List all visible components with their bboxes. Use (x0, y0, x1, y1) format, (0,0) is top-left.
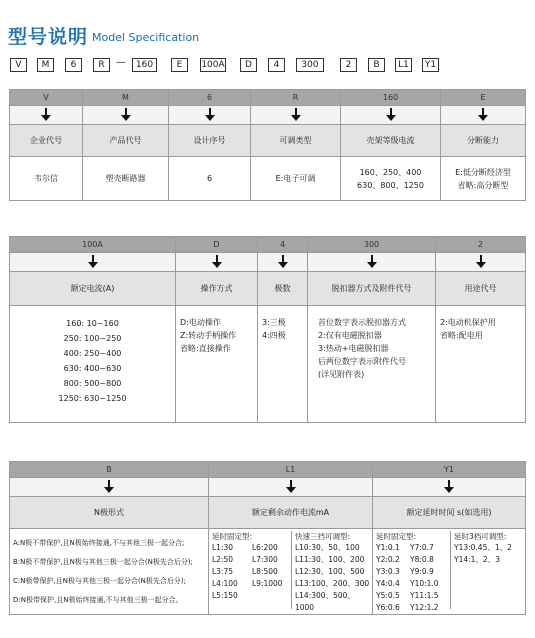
page-title: 型号说明 (8, 26, 89, 48)
arrow-cell (10, 106, 83, 125)
label-cell: 企业代号 (10, 125, 83, 157)
arrow-down-icon (286, 480, 296, 494)
spec-table-3 (9, 461, 526, 615)
header-cell: 100A (10, 237, 176, 253)
header-cell: 160 (341, 90, 441, 106)
arrow-down-icon (212, 255, 222, 269)
arrow-down-icon (478, 108, 488, 122)
label-cell: 额定电流(A) (10, 272, 176, 306)
label-cell: 设计序号 (169, 125, 251, 157)
header-cell: 2 (436, 237, 526, 253)
header-cell: M (83, 90, 169, 106)
arrow-cell (169, 106, 251, 125)
arrow-down-icon (291, 108, 301, 122)
header-cell: 6 (169, 90, 251, 106)
code-box: 160 (132, 58, 157, 72)
arrow-cell (209, 478, 373, 497)
y1-adjustable-title: 延时3档可调型: (454, 532, 507, 541)
value-cell: 3:三极 4:四极 (258, 306, 308, 423)
n-option: A:N极不带保护,且N极始终接通,不与其他三极一起分合; (13, 538, 185, 547)
code-box: R (93, 58, 110, 72)
l1-fixed-list: L1:30 L2:50 L3:75 L4:100 L5:150 (212, 543, 238, 600)
arrow-cell (176, 253, 258, 272)
arrow-cell (308, 253, 436, 272)
code-box: 300 (296, 58, 324, 72)
code-box: V (10, 58, 27, 72)
label-cell: 可调类型 (251, 125, 341, 157)
label-cell: 操作方式 (176, 272, 258, 306)
code-dash: — (116, 57, 126, 68)
value-cell: E:电子可调 (251, 157, 341, 201)
code-box: E (171, 58, 188, 72)
label-cell: 额定延时时间 s(如选用) (373, 497, 526, 529)
arrow-cell (258, 253, 308, 272)
value-cell: 6 (169, 157, 251, 201)
code-box: 4 (268, 58, 285, 72)
l1-fixed-title: 延时固定型: (212, 532, 253, 541)
code-box: L1 (395, 58, 412, 72)
label-cell: 极数 (258, 272, 308, 306)
y1-fixed-list: Y1:0.1 Y2:0.2 Y3:0.3 Y4:0.4 Y5:0.5 Y6:0.6 (376, 543, 400, 612)
n-options-cell (10, 529, 209, 615)
arrow-cell (251, 106, 341, 125)
spec-table-1 (9, 89, 526, 201)
header-cell: V (10, 90, 83, 106)
arrow-cell (441, 106, 526, 125)
arrow-cell (373, 478, 526, 497)
value-cell: E:低分断经济型 省略:高分断型 (441, 157, 526, 201)
label-cell: 壳架等级电流 (341, 125, 441, 157)
value-cell: 韦尔信 (10, 157, 83, 201)
code-box: B (368, 58, 385, 72)
y1-fixed-title: 延时固定型: (376, 532, 417, 541)
code-box: 6 (65, 58, 82, 72)
value-cell: D:电动操作 Z:转动手柄操作 省略:直接操作 (176, 306, 258, 423)
arrow-cell (10, 253, 176, 272)
header-cell: E (441, 90, 526, 106)
y1-options-cell (373, 529, 526, 615)
code-box: Y1 (422, 58, 439, 72)
header-cell: R (251, 90, 341, 106)
spec-table-2 (9, 236, 526, 423)
label-cell: 分断能力 (441, 125, 526, 157)
header-cell: L1 (209, 462, 373, 478)
value-cell: 160: 10~160 250: 100~250 400: 250~400 630: 400~630 800: 500~800 1250: 630~1250 (10, 306, 176, 423)
code-box: 2 (340, 58, 357, 72)
arrow-down-icon (88, 255, 98, 269)
code-box: M (37, 58, 54, 72)
n-option: D:N极带保护,且N极始终接通,不与其他三极一起分合。 (13, 595, 183, 604)
value-cell: 2:电动机保护用 省略:配电用 (436, 306, 526, 423)
arrow-cell (83, 106, 169, 125)
arrow-down-icon (386, 108, 396, 122)
arrow-cell (10, 478, 209, 497)
n-option: C:N极带保护,且N极与其他三极一起分合(N极先合后分); (13, 576, 186, 585)
arrow-down-icon (476, 255, 486, 269)
label-cell: 脱扣器方式及附件代号 (308, 272, 436, 306)
arrow-down-icon (278, 255, 288, 269)
arrow-down-icon (104, 480, 114, 494)
arrow-down-icon (444, 480, 454, 494)
header-cell: B (10, 462, 209, 478)
arrow-cell (436, 253, 526, 272)
arrow-cell (341, 106, 441, 125)
arrow-down-icon (367, 255, 377, 269)
label-cell: 用途代号 (436, 272, 526, 306)
y1-fixed-list: Y7:0.7 Y8:0.8 Y9:0.9 Y10:1.0 Y11:1.5 Y12:1.2 (410, 543, 439, 612)
l1-fixed-list: L6:200 L7:300 L8:500 L9:1000 (252, 543, 283, 588)
label-cell: 产品代号 (83, 125, 169, 157)
value-cell: 160、250、400 630、800、1250 (341, 157, 441, 201)
arrow-down-icon (41, 108, 51, 122)
label-cell: N极形式 (10, 497, 209, 529)
y1-adjustable-list: Y13:0.45、1、2 Y14:1、2、3 (454, 543, 512, 564)
l1-adjustable-list: L10:30、50、100 L11:30、100、200 L12:30、100、500 L13:100、200、300 L14:300、500、1000 (294, 543, 370, 612)
header-cell: Y1 (373, 462, 526, 478)
l1-options-cell (209, 529, 373, 615)
header-cell: D (176, 237, 258, 253)
header-cell: 4 (258, 237, 308, 253)
value-cell: 首位数字表示脱扣器方式 2:仅有电磁脱扣器 3:热动+电磁脱扣器 后两位数字表示附件代号 (详见附件表) (308, 306, 436, 423)
code-box: D (240, 58, 257, 72)
arrow-down-icon (205, 108, 215, 122)
l1-adjustable-title: 快速三挡可调型: (294, 532, 351, 541)
page-subtitle: Model Specification (92, 31, 200, 44)
code-box: 100A (201, 60, 225, 70)
n-option: B:N极不带保护,且N极与其他三极一起分合(N极先合后分); (13, 557, 193, 566)
header-cell: 300 (308, 237, 436, 253)
value-cell: 塑壳断路器 (83, 157, 169, 201)
label-cell: 额定剩余动作电流mA (209, 497, 373, 529)
arrow-down-icon (121, 108, 131, 122)
